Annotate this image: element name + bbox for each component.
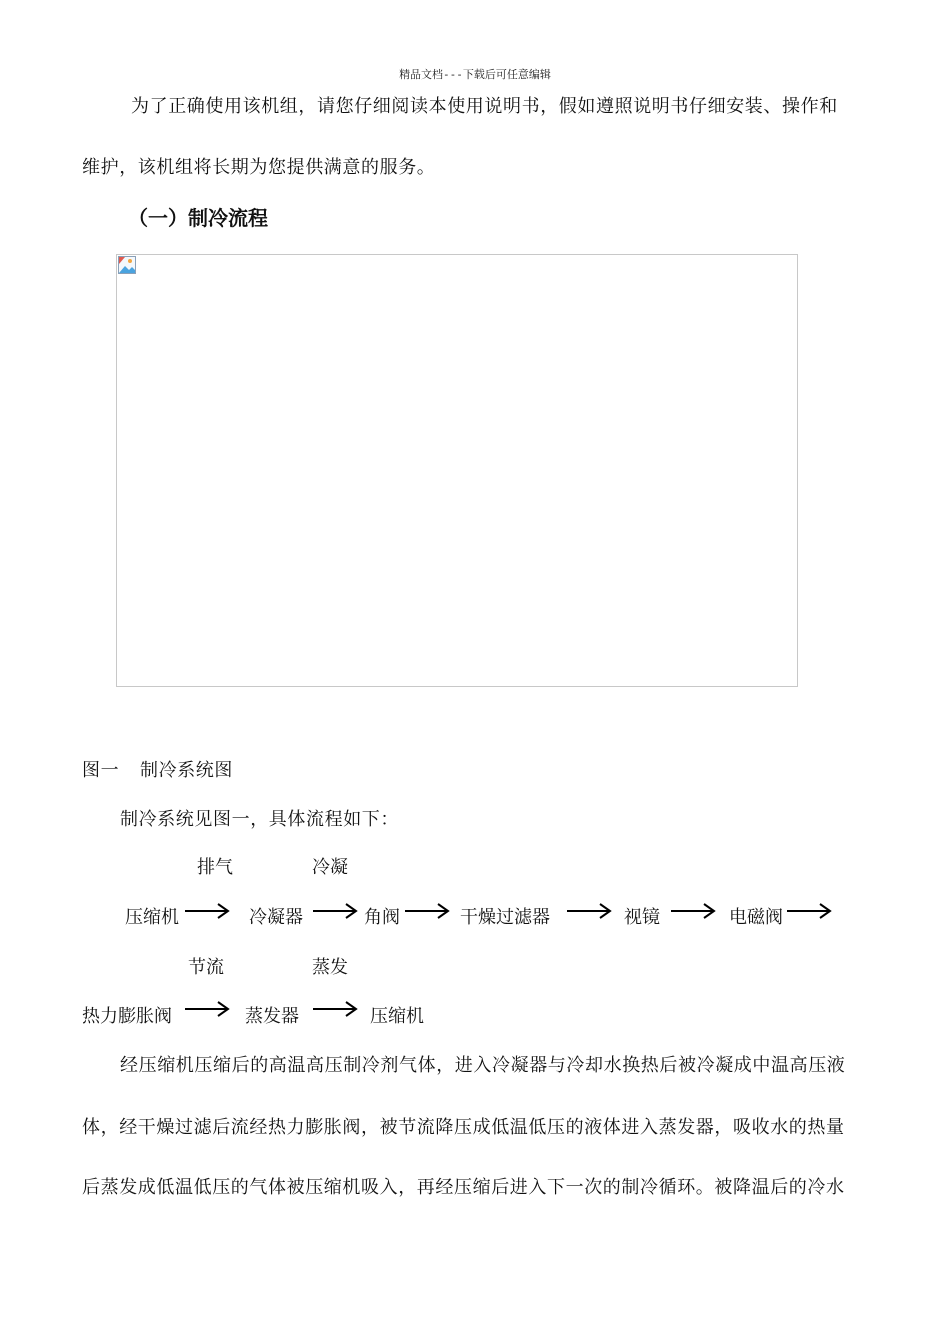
body-line-2: 体，经干燥过滤后流经热力膨胀阀，被节流降压成低温低压的液体进入蒸发器，吸收水的热量 bbox=[82, 1117, 845, 1138]
flow-item-expansion-valve: 热力膨胀阀 bbox=[82, 1006, 172, 1027]
body-line-1: 经压缩机压缩后的高温高压制冷剂气体，进入冷凝器与冷却水换热后被冷凝成中温高压液 bbox=[120, 1055, 846, 1076]
intro-line-1: 为了正确使用该机组，请您仔细阅读本使用说明书，假如遵照说明书仔细安装、操作和 bbox=[131, 96, 838, 117]
arrow-icon bbox=[671, 901, 719, 921]
section-title: （一）制冷流程 bbox=[128, 206, 268, 230]
figure-caption-title: 制冷系统图 bbox=[140, 760, 233, 781]
arrow-icon bbox=[313, 999, 361, 1019]
flow-item-angle-valve: 角阀 bbox=[364, 907, 400, 928]
flow-item-compressor: 压缩机 bbox=[125, 907, 179, 928]
flow-label-throttle: 节流 bbox=[188, 957, 224, 978]
flow-intro: 制冷系统见图一，具体流程如下： bbox=[120, 809, 399, 830]
figure-frame bbox=[116, 254, 798, 687]
flow-item-evaporator: 蒸发器 bbox=[245, 1006, 299, 1027]
body-line-3: 后蒸发成低温低压的气体被压缩机吸入，再经压缩后进入下一次的制冷循环。被降温后的冷水 bbox=[82, 1177, 845, 1198]
figure-caption-label: 图一 bbox=[82, 760, 120, 781]
flow-label-exhaust: 排气 bbox=[197, 857, 233, 878]
flow-label-evaporate: 蒸发 bbox=[312, 957, 348, 978]
arrow-icon bbox=[567, 901, 615, 921]
flow-item-condenser: 冷凝器 bbox=[249, 907, 303, 928]
flow-item-filter-dryer: 干燥过滤器 bbox=[460, 907, 550, 928]
flow-item-compressor-end: 压缩机 bbox=[370, 1006, 424, 1027]
page-header: 精品文档---下载后可任意编辑 bbox=[399, 68, 551, 81]
arrow-icon bbox=[185, 901, 233, 921]
arrow-icon bbox=[185, 999, 233, 1019]
arrow-icon bbox=[787, 901, 835, 921]
intro-line-2: 维护，该机组将长期为您提供满意的服务。 bbox=[82, 157, 436, 178]
arrow-icon bbox=[313, 901, 361, 921]
flow-item-sight-glass: 视镜 bbox=[624, 907, 660, 928]
flow-item-solenoid-valve: 电磁阀 bbox=[729, 907, 783, 928]
arrow-icon bbox=[405, 901, 453, 921]
broken-image-icon bbox=[118, 256, 136, 274]
flow-label-condense: 冷凝 bbox=[312, 857, 348, 878]
